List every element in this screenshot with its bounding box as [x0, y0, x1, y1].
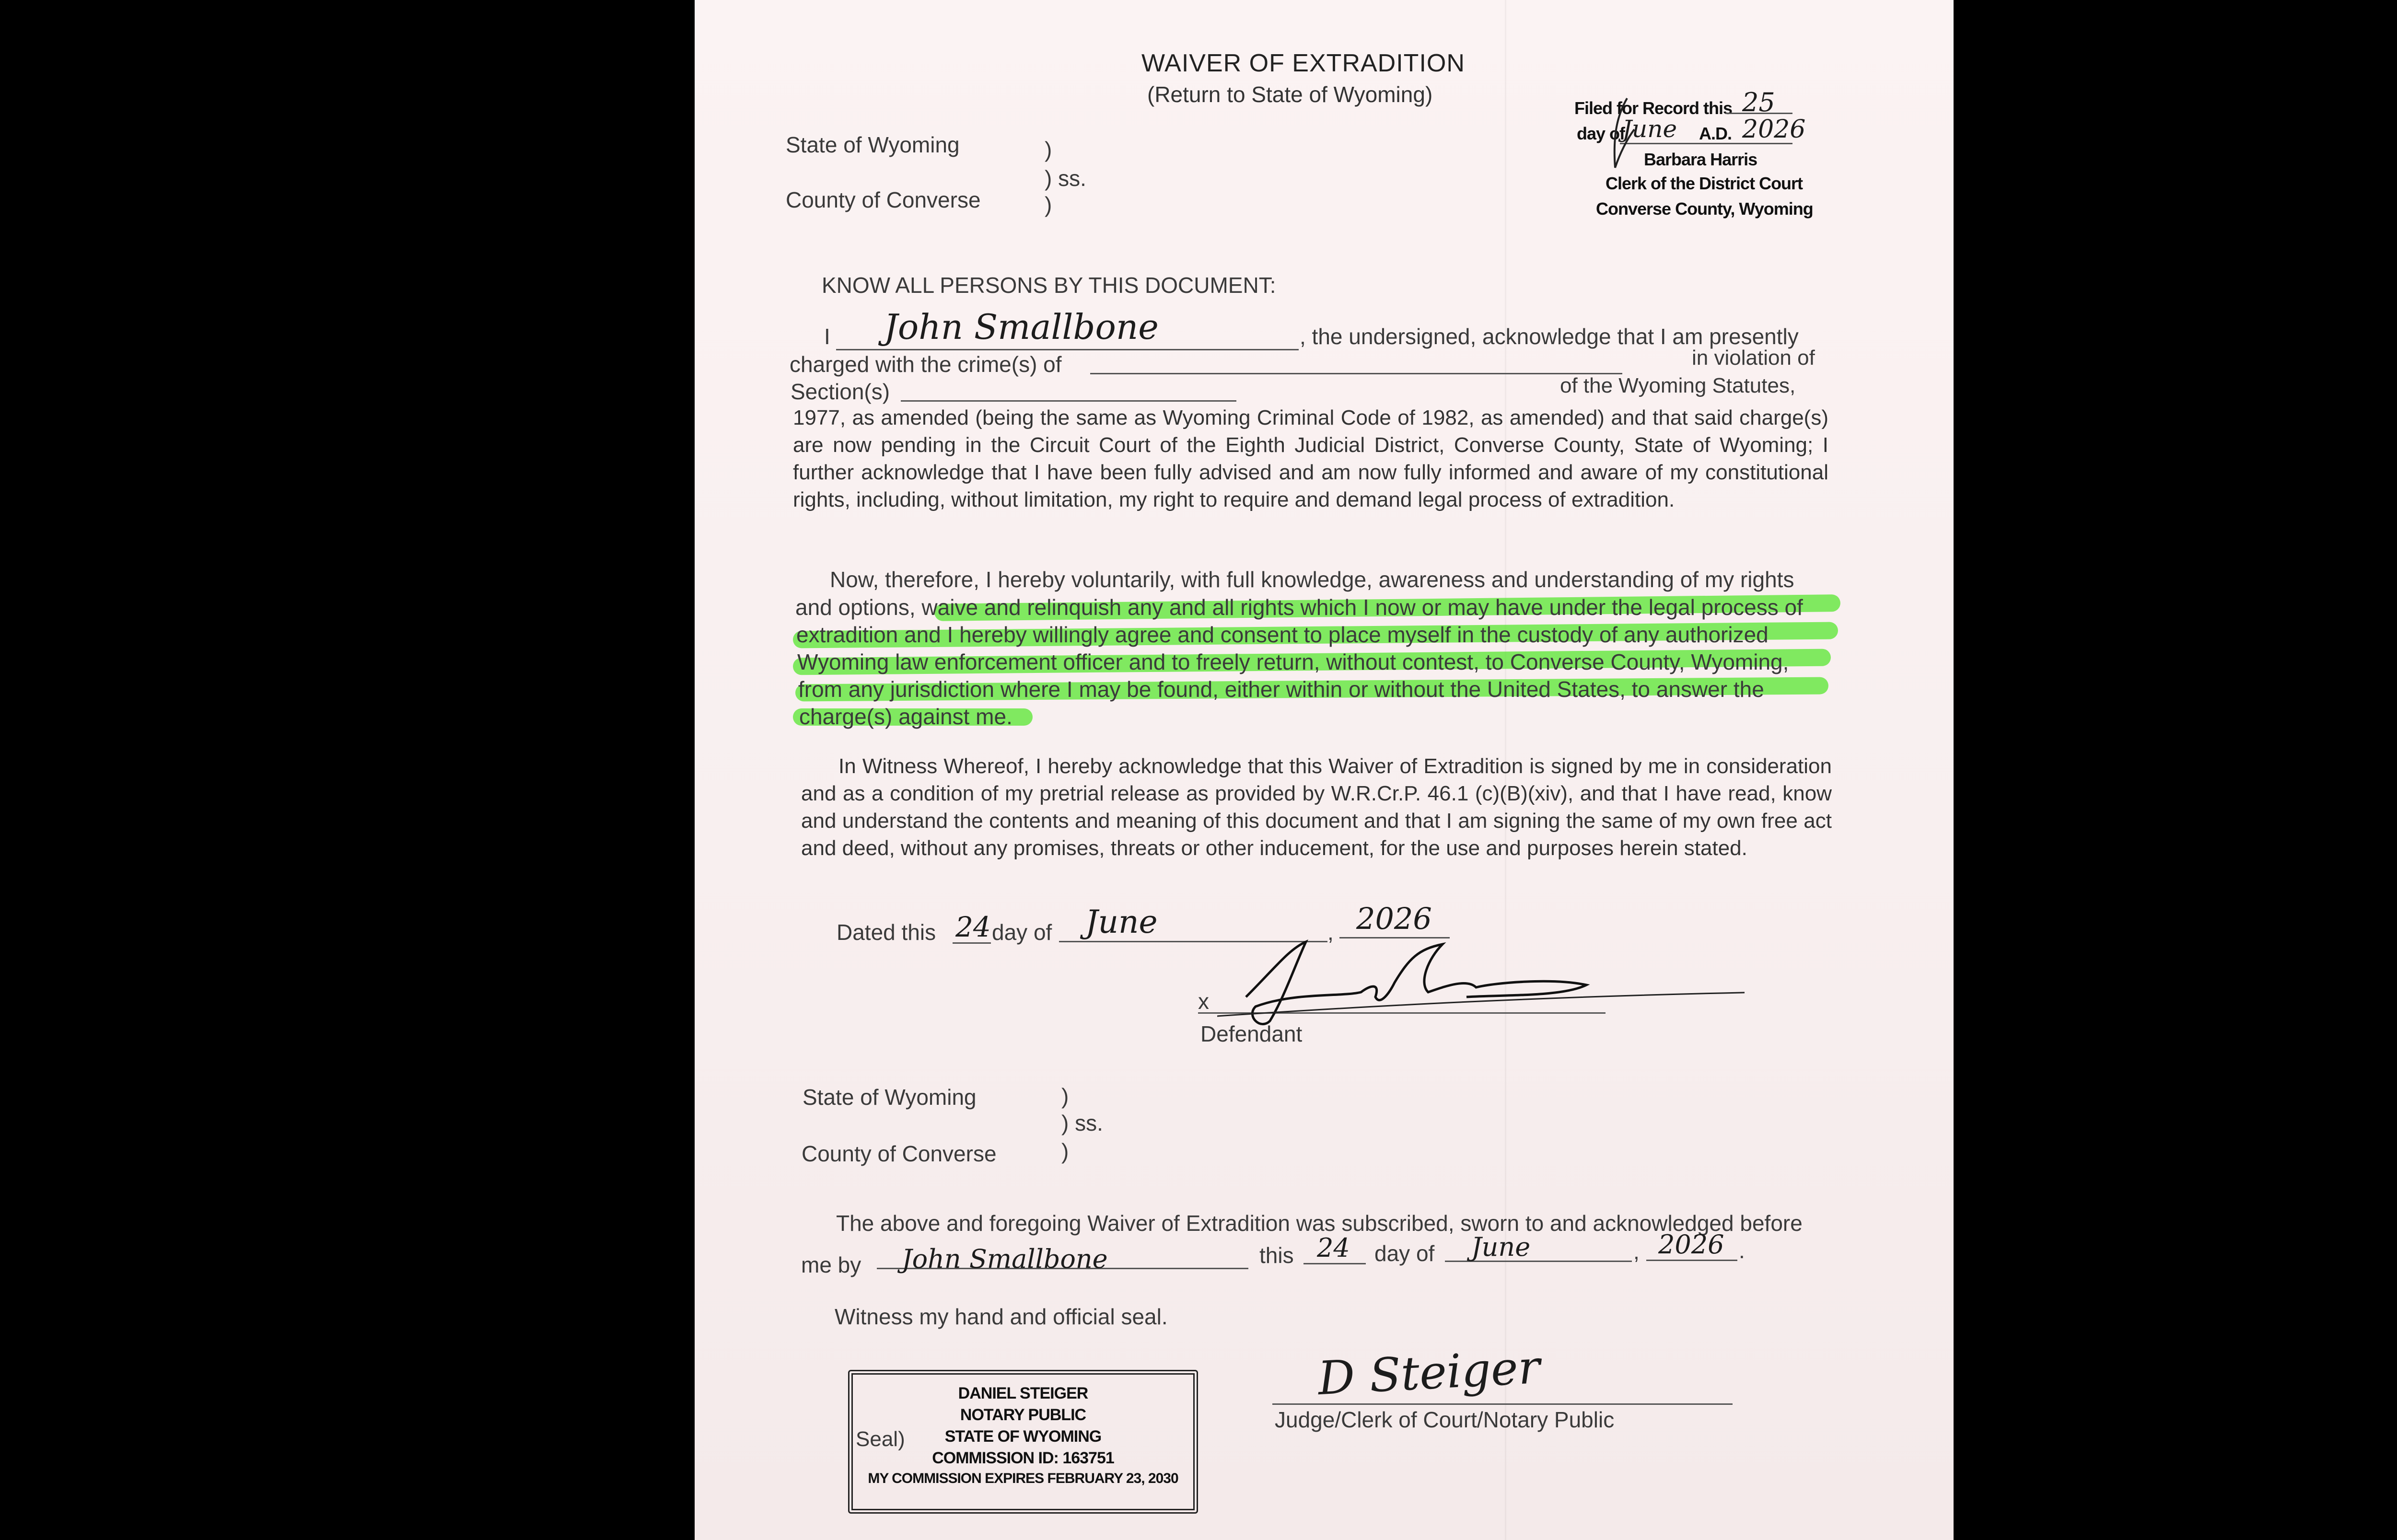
document-title: WAIVER OF EXTRADITION — [1141, 49, 1465, 77]
seal-state: STATE OF WYOMING — [944, 1427, 1102, 1446]
clerk-title: Clerk of the District Court — [1606, 174, 1803, 193]
venue-ss: ) ss. — [1045, 166, 1086, 191]
jurat-day-line — [1303, 1263, 1366, 1264]
paragraph-2-line-2: and options, waive and relinquish any and all rights which I now or may have under the legal process of — [795, 595, 1803, 620]
filed-year: 2026 — [1742, 115, 1806, 144]
jurat-year: 2026 — [1658, 1229, 1724, 1260]
filed-ad-label: A.D. — [1699, 124, 1732, 143]
jurat-period: . — [1739, 1238, 1745, 1263]
venue-bottom-county-paren: ) — [1061, 1139, 1069, 1164]
document-subtitle: (Return to State of Wyoming) — [1147, 82, 1433, 107]
venue-state: State of Wyoming — [786, 132, 960, 157]
section-label: Section(s) — [791, 379, 890, 404]
notary-signer-label: Judge/Clerk of Court/Notary Public — [1275, 1407, 1615, 1432]
venue-county: County of Converse — [786, 187, 981, 212]
venue-bottom-state: State of Wyoming — [803, 1085, 977, 1110]
venue-state-paren: ) — [1045, 137, 1052, 162]
dated-comma: , — [1327, 920, 1334, 945]
jurat-this-label: this — [1259, 1243, 1294, 1268]
dated-year-line — [1339, 937, 1450, 938]
statutes-label: of the Wyoming Statutes, — [1560, 374, 1796, 397]
charged-label: charged with the crime(s) of — [790, 352, 1062, 377]
clerk-name: Barbara Harris — [1644, 150, 1757, 169]
filed-month: June — [1622, 115, 1677, 143]
defendant-name: John Smallbone — [884, 307, 1159, 347]
dated-year: 2026 — [1356, 901, 1432, 936]
defendant-label: Defendant — [1200, 1021, 1303, 1046]
jurat-comma: , — [1633, 1239, 1640, 1264]
jurat-day-of-label: day of — [1374, 1241, 1435, 1266]
signature-x-mark: x — [1198, 989, 1209, 1014]
filed-day-of-label: day of — [1577, 124, 1625, 143]
venue-county-paren: ) — [1045, 192, 1052, 217]
venue-bottom-state-paren: ) — [1061, 1084, 1069, 1109]
charged-line — [1090, 373, 1622, 374]
notary-seal — [848, 1370, 1198, 1514]
paragraph-2-line-6: charge(s) against me. — [799, 704, 1012, 729]
filed-line — [1620, 143, 1792, 144]
jurat-line-1: The above and foregoing Waiver of Extradition was subscribed, sworn to and acknowledged before — [836, 1211, 1803, 1236]
paragraph-3: In Witness Whereof, I hereby acknowledge that this Waiver of Extradition is signed by me in consideration and as a condition of my pretrial release as provided by W.R.Cr.P. 46.1 (c)(B)(xiv), and that I have read, know and understand the contents and meaning of this document and that I am signing the same of my own free act and deed, without any promises, threats or other inducement, for the use and purposes herein stated. — [801, 754, 1832, 860]
paragraph-2-line-4: Wyoming law enforcement officer and to freely return, without contest, to Converse County, Wyoming, — [797, 649, 1789, 674]
jurat-me-by-label: me by — [801, 1252, 861, 1277]
venue-bottom-county: County of Converse — [802, 1141, 997, 1166]
paragraph-2-line-3: extradition and I hereby willingly agree and consent to place myself in the custody of any authorized — [796, 622, 1769, 647]
dated-month: June — [1085, 903, 1158, 940]
paragraph-1: 1977, as amended (being the same as Wyoming Criminal Code of 1982, as amended) and that said charge(s) are now pending in the Circuit Court of the Eighth Judicial District, Converse County, State of Wyoming; I further acknowledge that I have been fully advised and am now fully informed and aware of my constitutional rights, including, without limitation, my right to require and demand legal process of extradition. — [793, 406, 1828, 511]
violation-label: in violation of — [1692, 346, 1815, 370]
document-page — [695, 0, 1954, 1540]
jurat-year-line — [1646, 1260, 1737, 1261]
seal-label: Seal) — [856, 1427, 905, 1451]
paragraph-2-line-1: Now, therefore, I hereby voluntarily, with full knowledge, awareness and understanding of my rights — [830, 567, 1794, 592]
jurat-name: John Smallbone — [902, 1244, 1108, 1274]
i-label: I — [824, 324, 830, 349]
section-line — [901, 400, 1236, 402]
jurat-day: 24 — [1317, 1233, 1350, 1263]
body-heading: KNOW ALL PERSONS BY THIS DOCUMENT: — [822, 273, 1276, 298]
dated-label: Dated this — [837, 920, 936, 945]
notary-signature: D Steiger — [1316, 1340, 1542, 1406]
after-name-text: , the undersigned, acknowledge that I am presently — [1300, 324, 1799, 349]
dated-day: 24 — [955, 911, 991, 943]
clerk-initial-mark — [1608, 96, 1637, 173]
venue-bottom-ss: ) ss. — [1061, 1111, 1103, 1135]
filed-day: 25 — [1742, 87, 1775, 117]
seal-notary-title: NOTARY PUBLIC — [960, 1406, 1086, 1424]
seal-notary-name: DANIEL STEIGER — [958, 1384, 1088, 1402]
seal-commission-id: COMMISSION ID: 163751 — [932, 1449, 1114, 1467]
witness-statement: Witness my hand and official seal. — [835, 1304, 1168, 1329]
paragraph-2-line-5: from any jurisdiction where I may be found, either within or without the United States, to answer the — [798, 677, 1764, 702]
clerk-county: Converse County, Wyoming — [1596, 199, 1813, 219]
filed-label: Filed for Record this — [1574, 98, 1733, 118]
seal-commission-expiry: MY COMMISSION EXPIRES FEBRUARY 23, 2030 — [868, 1471, 1178, 1486]
dated-day-of-label: day of — [992, 920, 1052, 945]
defendant-name-line — [836, 349, 1299, 350]
jurat-month: June — [1471, 1232, 1531, 1262]
